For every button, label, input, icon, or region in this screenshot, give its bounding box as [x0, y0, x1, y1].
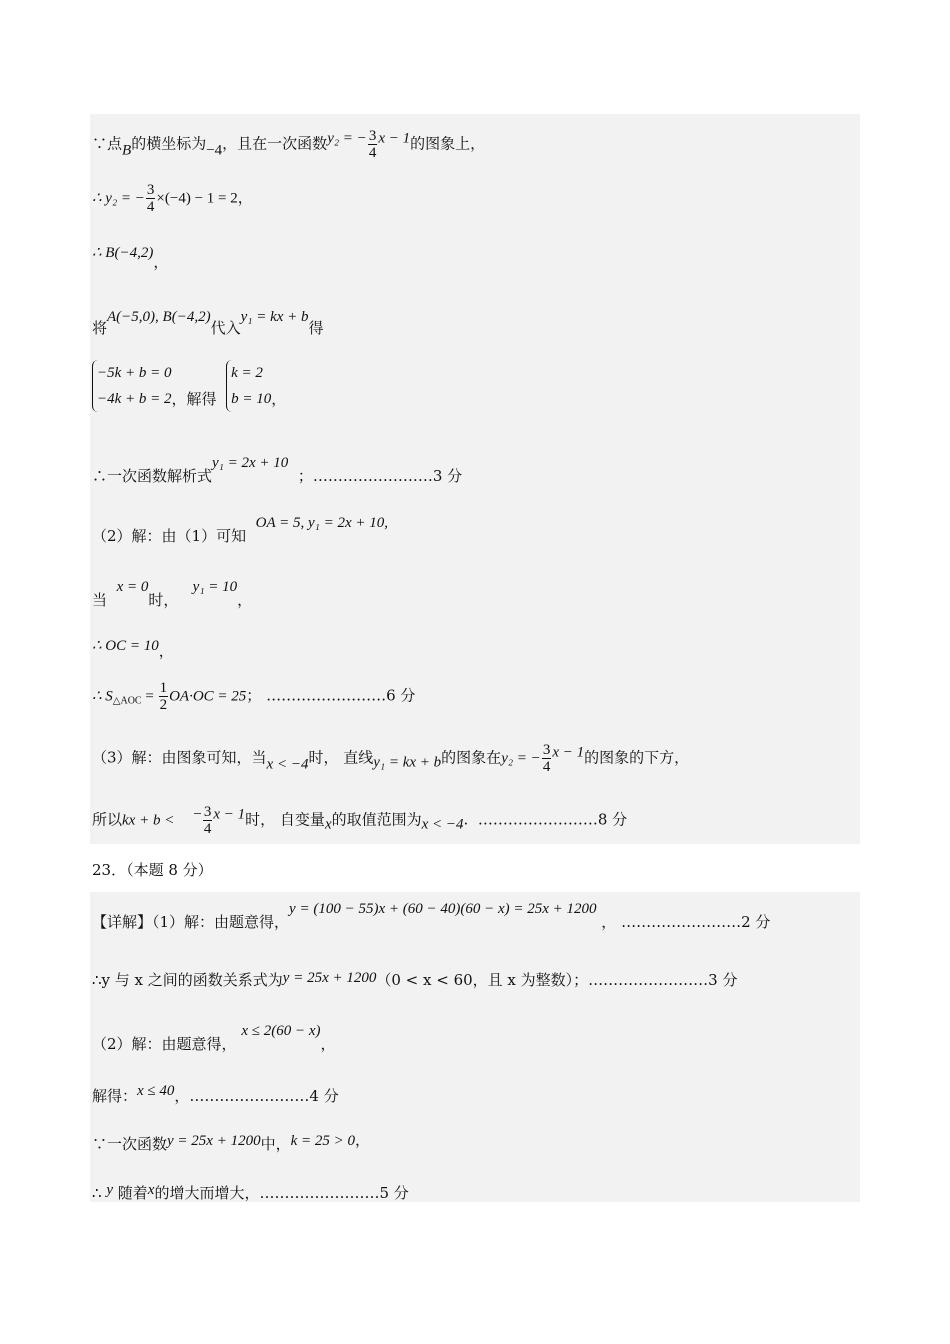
- text: ，: [237, 188, 253, 207]
- text: 随着: [117, 1184, 148, 1202]
- math-eq: x − 1: [213, 806, 246, 823]
- text: 时，: [148, 591, 179, 609]
- score: 4 分: [309, 1087, 339, 1105]
- equation-row: k = 2: [231, 365, 263, 381]
- text: 【详解】（1）解：由题意得，: [92, 913, 290, 931]
- leader-dots: ……………………: [189, 1087, 310, 1105]
- text: ∵一次函数: [92, 1135, 168, 1153]
- text: ，: [320, 1035, 336, 1053]
- text: ，: [237, 591, 253, 609]
- denominator: 4: [203, 821, 212, 837]
- text: 解得：: [92, 1087, 138, 1105]
- text: （2）解：由题意得，: [92, 1035, 237, 1053]
- q22-line-3: [92, 242, 168, 272]
- math-eq: y₁ = kx + b: [373, 754, 442, 771]
- text: 的增大而增大，: [154, 1184, 260, 1202]
- leader-dots: ……………………: [588, 971, 709, 989]
- math-eq: ∴ S: [92, 688, 113, 705]
- math-eq: x ≤ 2(60 − x): [241, 1023, 321, 1039]
- q23-line-4: [92, 1080, 339, 1106]
- text: ，: [271, 390, 287, 408]
- score: 3 分: [432, 467, 463, 485]
- text: 所以: [92, 810, 123, 829]
- equation-row: −4k + b = 2: [97, 391, 172, 407]
- text: 得: [308, 319, 324, 337]
- leader-dots: ……………………: [266, 686, 387, 705]
- q23-line-2: [92, 968, 737, 990]
- text: （2）解：由（1）可知: [92, 527, 247, 545]
- text: ，: [355, 1131, 371, 1149]
- text: ，解得: [171, 390, 217, 408]
- math-value: −4: [206, 142, 223, 159]
- math-eq: y₁ = kx + b: [240, 309, 309, 325]
- text: 时， 自变量: [245, 810, 325, 829]
- text: ，: [601, 913, 617, 931]
- denominator: 2: [159, 697, 168, 713]
- numerator: 3: [203, 804, 212, 820]
- score: 3 分: [708, 971, 738, 989]
- q23-line-5: [92, 1130, 370, 1154]
- numerator: 3: [146, 182, 155, 198]
- fraction-1-2: [159, 680, 169, 713]
- text: 的图象在: [441, 748, 502, 767]
- q22-part2-line-1: [92, 512, 388, 546]
- denominator: 4: [146, 199, 155, 215]
- math-eq: OA = 5, y₁ = 2x + 10,: [255, 515, 389, 531]
- q23-heading: [92, 860, 213, 880]
- text: 代入: [210, 319, 241, 337]
- q22-part2-line-3: [92, 635, 174, 661]
- text: 的取值范围为: [331, 810, 422, 829]
- q22-line-5: [92, 360, 286, 412]
- text: .: [463, 810, 469, 829]
- q22-part2-line-4: [92, 680, 415, 713]
- subscript: △AOC: [112, 695, 142, 707]
- text: 的图象的下方，: [584, 748, 690, 767]
- fraction-3-4: [203, 804, 213, 837]
- question-heading: 23．（本题 8 分）: [92, 861, 213, 879]
- numerator: 3: [542, 742, 551, 758]
- math-eq: y = 25x + 1200: [282, 970, 377, 986]
- math-eq: x − 1: [552, 744, 585, 761]
- math-x: x: [324, 816, 332, 833]
- math-eq: y = 25x + 1200: [167, 1133, 261, 1149]
- text: ，: [153, 253, 169, 271]
- leader-dots: ……………………: [477, 810, 598, 829]
- math-eq: x = 0: [116, 579, 149, 595]
- equation-row: −5k + b = 0: [97, 365, 172, 381]
- text: ∴y 与 x 之间的函数关系式为: [92, 971, 283, 989]
- math-eq: −: [193, 806, 202, 823]
- q22-line-6: [92, 452, 462, 486]
- math-x: x: [147, 1182, 155, 1198]
- text: （3）解：由图象可知，当: [92, 748, 267, 767]
- math-eq: x < −4: [421, 816, 464, 833]
- text: ；: [297, 467, 313, 485]
- text: ∵点: [92, 134, 123, 153]
- math-eq: ∴ B(−4,2): [92, 245, 154, 261]
- score: 5 分: [379, 1184, 409, 1202]
- leader-dots: ……………………: [259, 1184, 380, 1202]
- text: 中，: [260, 1135, 291, 1153]
- text: （0 < x < 60，且 x 为整数）；: [376, 971, 589, 989]
- equation-row: b = 10: [231, 391, 272, 407]
- text: ∴一次函数解析式: [92, 467, 213, 485]
- text: 时， 直线: [308, 748, 374, 767]
- q22-part2-line-2: [92, 576, 252, 610]
- math-eq: =: [141, 688, 158, 705]
- denominator: 4: [368, 145, 377, 161]
- math-eq: kx + b <: [122, 812, 175, 829]
- math-eq: x − 1: [378, 130, 411, 147]
- text: 当: [92, 591, 108, 609]
- text: 的横坐标为: [131, 134, 207, 153]
- leader-dots: ……………………: [621, 913, 742, 931]
- text: ，: [174, 1087, 190, 1105]
- math-eq: y₁ = 10: [192, 579, 238, 595]
- math-eq: OA·OC = 25: [169, 688, 247, 705]
- math-eq: x ≤ 40: [137, 1083, 175, 1099]
- math-y: y: [106, 1182, 113, 1198]
- math-eq: y₂ = −: [327, 130, 367, 147]
- fraction-3-4: [146, 182, 156, 215]
- q23-line-1: [92, 898, 770, 932]
- score: 2 分: [741, 913, 771, 931]
- score: 6 分: [386, 686, 416, 705]
- math-eq: y₁ = 2x + 10: [212, 455, 289, 471]
- math-eq: ∴ y₂ = −: [92, 190, 145, 207]
- q22-line-1: [92, 128, 485, 161]
- numerator: 3: [368, 128, 377, 144]
- math-eq: y₂ = −: [501, 750, 541, 767]
- text: ，: [158, 642, 174, 660]
- q22-part3-line-1: [92, 742, 689, 775]
- math-eq: ×(−4) − 1 = 2: [156, 190, 238, 207]
- text: 的图象上，: [410, 134, 486, 153]
- math-eq: ∴ OC = 10: [92, 638, 159, 654]
- score: 8 分: [597, 810, 628, 829]
- q23-line-6: [92, 1180, 409, 1203]
- math-B: B: [122, 142, 132, 159]
- q22-line-2: [92, 182, 253, 215]
- math-points: A(−5,0), B(−4,2): [107, 309, 211, 325]
- numerator: 1: [159, 680, 168, 696]
- q22-line-4: [92, 306, 324, 338]
- q22-part3-line-2: [92, 804, 627, 837]
- equation-system-1: [92, 360, 172, 412]
- math-eq: x < −4: [266, 756, 309, 773]
- math-eq: y = (100 − 55)x + (60 − 40)(60 − x) = 25x + 1200: [289, 901, 597, 917]
- fraction-3-4: [368, 128, 378, 161]
- leader-dots: ……………………: [312, 467, 433, 485]
- equation-system-2: [226, 360, 271, 412]
- text: 将: [92, 319, 108, 337]
- math-eq: k = 25 > 0: [290, 1133, 355, 1149]
- fraction-3-4: [542, 742, 552, 775]
- denominator: 4: [542, 759, 551, 775]
- q23-line-3: [92, 1020, 336, 1054]
- text: ∴: [92, 1184, 102, 1202]
- text: ，且在一次函数: [222, 134, 328, 153]
- text: ；: [246, 686, 262, 705]
